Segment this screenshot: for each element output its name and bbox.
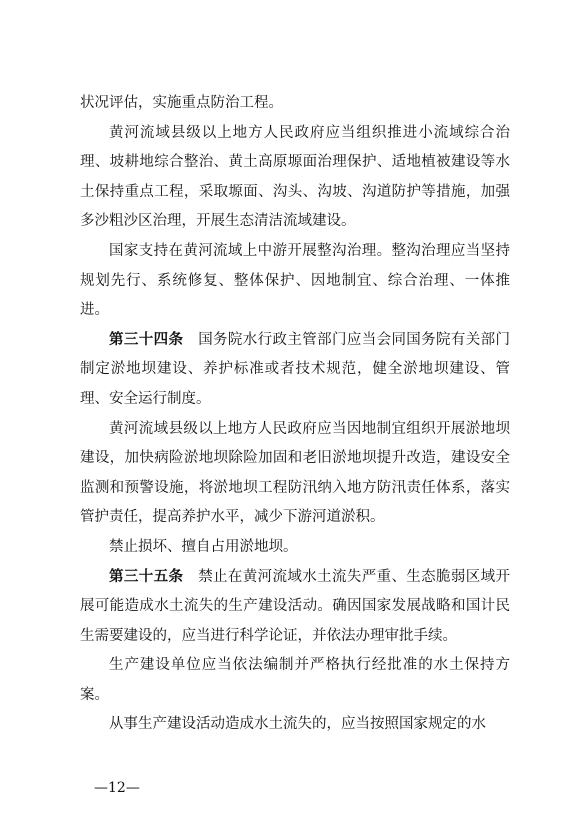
page-number: —12— <box>94 780 140 796</box>
paragraph-text: 生产建设单位应当依法编制并严格执行经批准的水土保持方案。 <box>80 657 510 703</box>
article-35 <box>80 563 510 652</box>
paragraph-text: 从事生产建设活动造成水土流失的，应当按照国家规定的水 <box>109 716 486 733</box>
paragraph-text: 状况评估，实施重点防治工程。 <box>80 95 283 111</box>
paragraph-text: 国家支持在黄河流域上中游开展整沟治理。整沟治理应当坚持规划先行、系统修复、整体保护、因地制宜、综合治理、一体推进。 <box>80 242 510 319</box>
paragraph <box>80 89 510 119</box>
paragraph-text: 黄河流域县级以上地方人民政府应当组织推进小流域综合治理、坡耕地综合整治、黄土高原塬面治理保护、适地植被建设等水土保持重点工程，采取塬面、沟头、沟坡、沟道防护等措施，加强多沙粗沙区治理，开展生态清洁流域建设。 <box>80 124 510 230</box>
paragraph <box>80 119 510 237</box>
paragraph-text: 黄河流域县级以上地方人民政府应当因地制宜组织开展淤地坝建设，加快病险淤地坝除险加固和老旧淤地坝提升改造，建设安全监测和预警设施，将淤地坝工程防汛纳入地方防汛责任体系，落实管护责任，提高养护水平，减少下游河道淤积。 <box>80 420 510 526</box>
paragraph <box>80 533 510 563</box>
article-34 <box>80 326 510 415</box>
article-title: 第三十五条 <box>109 568 184 585</box>
paragraph <box>80 710 510 740</box>
paragraph <box>80 415 510 533</box>
paragraph-text: 禁止在黄河流域水土流失严重、生态脆弱区域开展可能造成水土流失的生产建设活动。确因国家发展战略和国计民生需要建设的，应当进行科学论证，并依法办理审批手续。 <box>80 568 510 644</box>
body-text <box>80 89 510 740</box>
paragraph <box>80 651 510 710</box>
paragraph <box>80 237 510 326</box>
paragraph-text: 禁止损坏、擅自占用淤地坝。 <box>109 538 298 555</box>
paragraph-text: 国务院水行政主管部门应当会同国务院有关部门制定淤地坝建设、养护标准或者技术规范，健全淤地坝建设、管理、安全运行制度。 <box>80 331 510 407</box>
article-title: 第三十四条 <box>109 331 184 348</box>
